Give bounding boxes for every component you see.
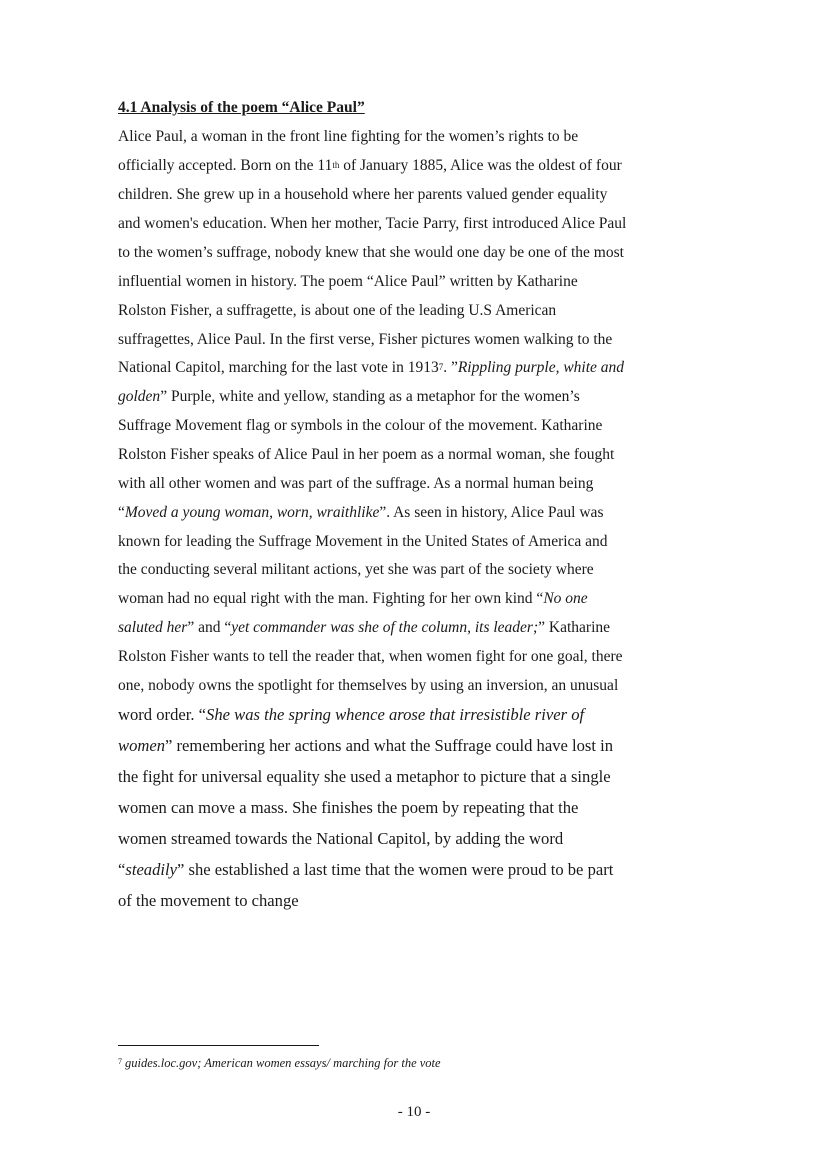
body-text: the conducting several militant actions, yet she was part of the society where [118,561,594,578]
body-line [118,617,610,639]
body-text: ” Purple, white and yellow, standing as a metaphor for the women’s [160,388,580,405]
poem-quote: She was the spring whence arose that irresistible river of [206,705,585,724]
body-line [118,675,618,697]
body-line [118,588,588,610]
body-text: Rolston Fisher speaks of Alice Paul in her poem as a normal woman, she fought [118,446,615,463]
poem-quote: No one [543,590,588,607]
footnote-separator [118,1045,319,1046]
body-text: “ [118,860,126,879]
body-text: and women's education. When her mother, Tacie Parry, first introduced Alice Paul [118,215,627,232]
body-text: word order. “ [118,705,207,724]
body-line [118,890,299,912]
section-heading: 4.1 Analysis of the poem “Alice Paul” [118,99,365,116]
body-line [118,531,608,553]
body-text: woman had no equal right with the man. Fighting for her own kind “ [118,590,544,607]
poem-quote: Rippling purple, white and [457,359,625,376]
body-line [118,559,594,581]
body-text: influential women in history. The poem “Alice Paul” written by Katharine [118,273,578,290]
body-line [118,797,578,819]
body-text: of the movement to change [118,891,299,910]
body-line [118,704,584,726]
body-text: suffragettes, Alice Paul. In the first verse, Fisher pictures women walking to the [118,331,613,348]
body-text: “ [118,504,125,521]
body-text: women streamed towards the National Capitol, by adding the word [118,829,564,848]
footnote-marker: 7 [118,1057,122,1066]
body-text: ” and “ [187,619,232,636]
poem-quote: saluted her [118,619,188,636]
body-text: ” remembering her actions and what the Suffrage could have lost in [165,736,614,755]
poem-quote: steadily [125,860,177,879]
body-text: Rolston Fisher, a suffragette, is about one of the leading U.S American [118,302,557,319]
body-line [118,766,611,788]
body-line [118,184,607,206]
footnote [118,1054,441,1072]
body-text: known for leading the Suffrage Movement in the United States of America and [118,533,608,550]
body-text: the fight for universal equality she used a metaphor to picture that a single [118,767,611,786]
body-text: children. She grew up in a household where her parents valued gender equality [118,186,608,203]
body-text: women can move a mass. She finishes the poem by repeating that the [118,798,579,817]
body-line [118,646,622,668]
body-line [118,213,626,235]
body-line [118,386,580,408]
body-line [118,271,578,293]
body-line [118,300,556,322]
body-line [118,329,612,351]
body-text: officially accepted. Born on the 11 [118,157,333,174]
body-line [118,444,614,466]
body-line [118,473,593,495]
body-text: ” Katharine [538,619,611,636]
body-line [118,357,624,379]
body-text: Rolston Fisher wants to tell the reader that, when women fight for one goal, there [118,648,623,665]
body-text: one, nobody owns the spotlight for themselves by using an inversion, an unusual [118,677,619,694]
body-line [118,859,613,881]
body-text: ” she established a last time that the women were proud to be part [177,860,614,879]
footnote-text: guides.loc.gov; American women essays/ marching for the vote [125,1056,441,1070]
body-text: National Capitol, marching for the last vote in 1913 [118,359,439,376]
body-text: Suffrage Movement flag or symbols in the colour of the movement. Katharine [118,417,603,434]
body-text: to the women’s suffrage, nobody knew that she would one day be one of the most [118,244,624,261]
body-text: ”. As seen in history, Alice Paul was [379,504,604,521]
page-number: - 10 - [397,1104,431,1120]
footnote-reference[interactable]: 7 [438,362,444,372]
body-text: of January 1885, Alice was the oldest of four [339,157,622,174]
body-text: with all other women and was part of the suffrage. As a normal human being [118,475,594,492]
poem-quote: yet commander was she of the column, its leader; [231,619,539,636]
body-line [118,502,603,524]
body-text: Alice Paul, a woman in the front line fighting for the women’s rights to be [118,128,579,145]
poem-quote: Moved a young woman, worn, wraithlike [124,504,380,521]
body-line [118,126,578,148]
ordinal-superscript: th [332,160,340,170]
poem-quote: women [118,736,166,755]
body-line [118,828,563,850]
body-text: . ” [443,359,458,376]
body-line [118,242,624,264]
body-line [118,155,622,177]
poem-quote: golden [118,388,161,405]
body-line [118,735,613,757]
body-line [118,415,602,437]
